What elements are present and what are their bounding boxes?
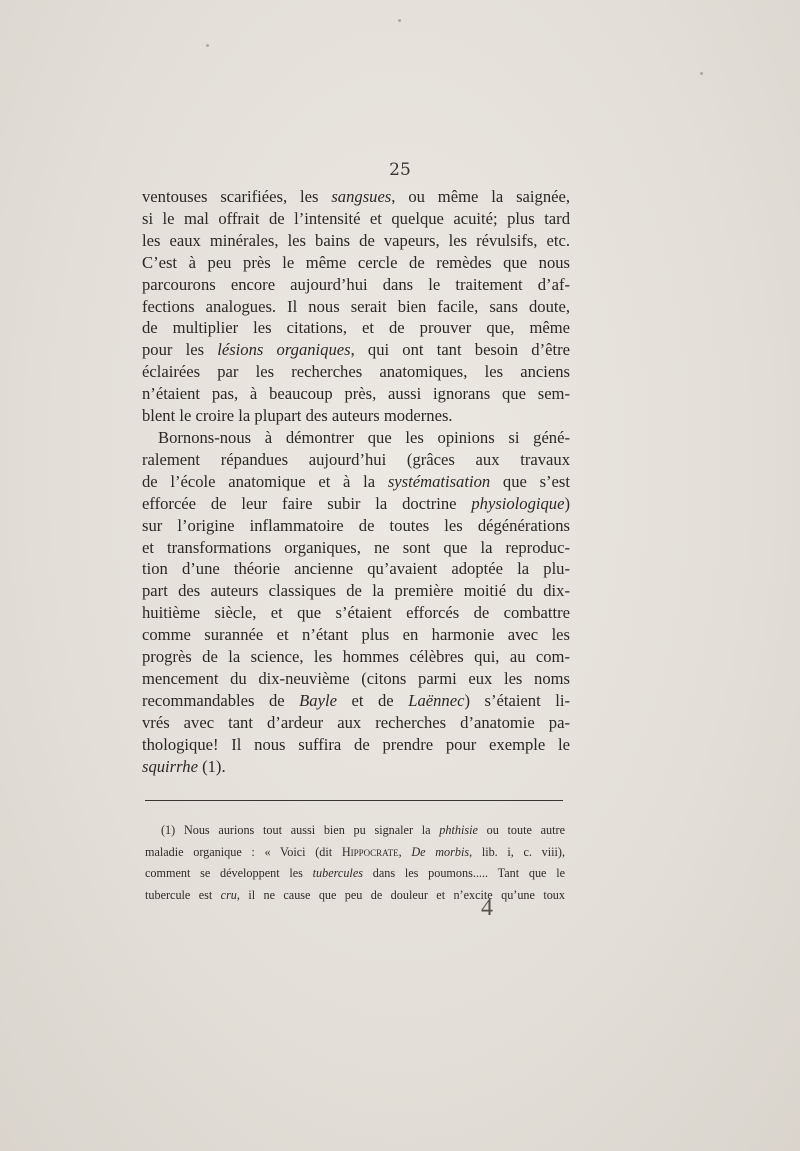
text-run: comme surannée et n’étant plus en harmonie avec les — [142, 625, 570, 645]
text-line — [142, 558, 570, 580]
text-run: ralement répandues aujourd’hui (grâces aux travaux — [142, 449, 570, 469]
text-line — [142, 186, 570, 208]
text-run: Hippocrate — [341, 844, 399, 859]
text-line — [145, 820, 565, 842]
text-line — [142, 405, 570, 427]
text-run: pour les — [142, 340, 218, 360]
text-line — [142, 712, 570, 734]
text-line — [142, 427, 570, 449]
text-line — [142, 361, 570, 383]
text-run: blent le croire la plupart des auteurs modernes. — [142, 406, 453, 426]
text-line — [142, 339, 570, 361]
text-run: comment se développent les — [145, 866, 313, 880]
text-run: mencement du dix-neuvième (citons parmi eux les noms — [142, 668, 570, 688]
text-run: et de — [336, 690, 409, 710]
text-line — [142, 274, 570, 296]
text-run: que s’est — [490, 471, 570, 491]
text-run: , ou même la saignée, — [391, 187, 570, 206]
text-run: De morbis — [411, 844, 470, 859]
body-text — [142, 186, 570, 777]
text-line — [142, 580, 570, 602]
text-run: sangsues — [331, 187, 392, 206]
text-line — [142, 668, 570, 690]
text-run: (1). — [197, 756, 226, 776]
text-run: parcourons encore aujourd’hui dans le traitement d’af- — [142, 274, 570, 294]
text-line — [142, 756, 570, 778]
text-run: recommandables de — [142, 690, 300, 710]
footnote — [145, 820, 565, 906]
text-line — [145, 863, 565, 885]
text-run: huitième siècle, et que s’étaient efforcés de combattre — [142, 603, 570, 623]
text-run: tubercule est — [145, 887, 221, 902]
text-run: Bornons-nous à démontrer que les opinions si géné- — [158, 427, 570, 447]
text-run: efforcée de leur faire subir la doctrine — [142, 493, 472, 513]
text-run: , il ne cause que peu de douleur et n’excite qu’une toux — [236, 887, 565, 902]
text-line — [142, 690, 570, 712]
text-run: si le mal offrait de l’intensité et quelque acuité; plus tard — [142, 208, 570, 228]
text-line — [142, 208, 570, 230]
text-run: phthisie — [439, 823, 478, 837]
text-run: dans les poumons..... Tant que le — [362, 866, 565, 880]
text-run: et transformations organiques, ne sont que la reproduc- — [142, 537, 570, 557]
text-run: n’étaient pas, à beaucoup près, aussi ignorans que sem- — [142, 384, 570, 404]
text-run: tubercules — [312, 866, 363, 880]
signature-mark: 4 — [481, 895, 493, 921]
text-run: squirrhe — [142, 756, 198, 776]
text-run: sur l’origine inflammatoire de toutes les dégénérations — [142, 515, 570, 535]
text-line — [142, 449, 570, 471]
text-run: de multiplier les citations, et de prouver que, même — [142, 318, 570, 338]
text-line — [145, 842, 565, 864]
text-run: thologique! Il nous suffira de prendre pour exemple le — [142, 734, 570, 754]
text-run: (1) Nous aurions tout aussi bien pu signaler la — [161, 823, 440, 837]
text-run: cru — [220, 887, 237, 902]
text-run: progrès de la science, les hommes célèbres qui, au com- — [142, 647, 570, 667]
footnote-rule — [145, 800, 563, 801]
text-run: part des auteurs classiques de la première moitié du dix- — [142, 581, 570, 601]
text-run: , qui ont tant besoin d’être — [350, 340, 570, 360]
text-run: ventouses scarifiées, les — [142, 187, 332, 206]
paper-speck — [206, 44, 209, 47]
text-run: ) s’étaient li- — [464, 690, 570, 710]
text-line — [142, 230, 570, 252]
text-run: physiologique — [471, 493, 565, 513]
paper-speck — [700, 72, 703, 75]
text-run: , — [398, 844, 412, 859]
text-line — [142, 493, 570, 515]
text-run: tion d’une théorie ancienne qu’avaient adoptée la plu- — [142, 559, 570, 579]
text-run: , lib. i, c. viii), — [469, 844, 565, 859]
text-run: ou toute autre — [477, 823, 565, 837]
text-line — [142, 383, 570, 405]
text-line — [142, 734, 570, 756]
text-line — [142, 317, 570, 339]
text-run: Bayle — [299, 690, 337, 710]
text-line — [142, 296, 570, 318]
text-run: éclairées par les recherches anatomiques, les anciens — [142, 362, 570, 382]
text-run: ) — [564, 493, 570, 513]
text-run: Laënnec — [408, 690, 465, 710]
text-line — [145, 885, 565, 907]
text-line — [142, 515, 570, 537]
text-run: vrés avec tant d’ardeur aux recherches d’anatomie pa- — [142, 712, 570, 732]
text-line — [142, 537, 570, 559]
text-run: C’est à peu près le même cercle de remèdes que nous — [142, 252, 570, 272]
text-line — [142, 252, 570, 274]
text-run: lésions organiques — [217, 340, 351, 360]
text-run: les eaux minérales, les bains de vapeurs, les révulsifs, etc. — [142, 230, 570, 250]
text-line — [142, 624, 570, 646]
text-line — [142, 602, 570, 624]
text-line — [142, 471, 570, 493]
text-run: maladie organique : « Voici (dit — [145, 844, 342, 859]
text-run: fections analogues. Il nous serait bien facile, sans doute, — [142, 296, 570, 316]
text-run: systématisation — [387, 471, 491, 491]
page-number: 25 — [389, 160, 411, 180]
text-run: de l’école anatomique et à la — [142, 471, 388, 491]
text-line — [142, 646, 570, 668]
paper-speck — [398, 19, 401, 22]
